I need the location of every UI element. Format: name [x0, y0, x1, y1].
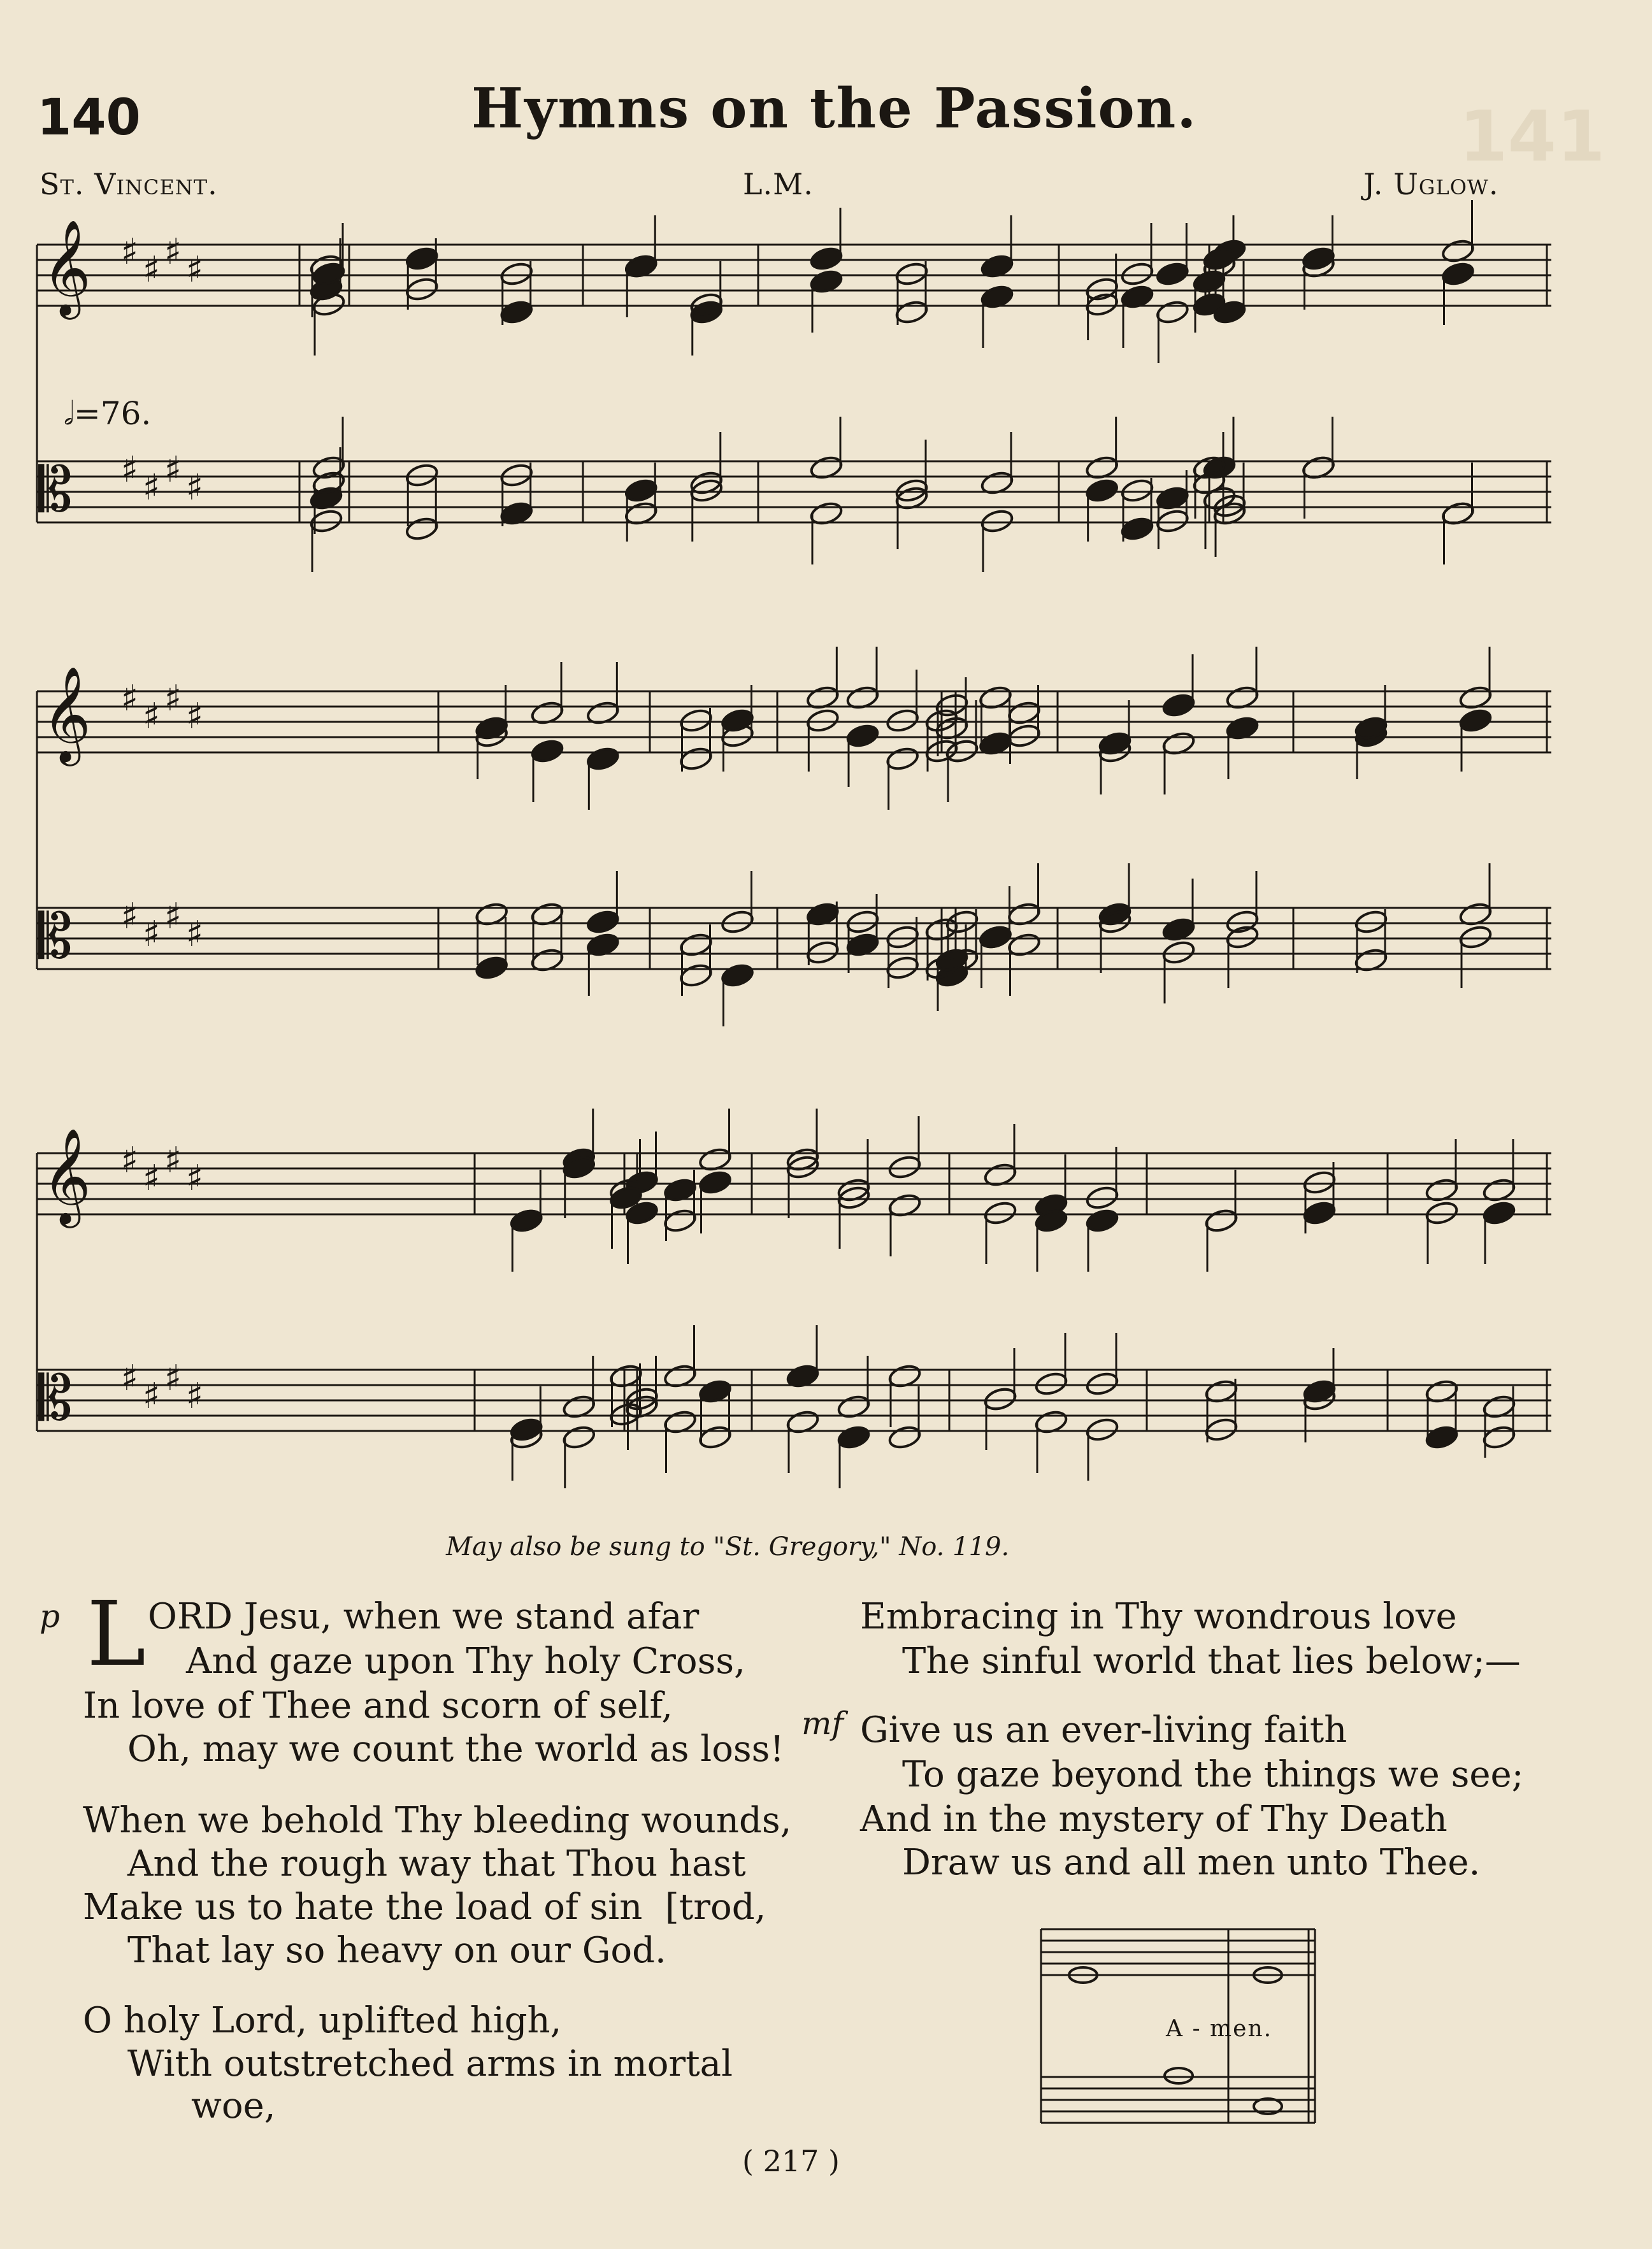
note-head: [1155, 508, 1189, 534]
bleed-through-number: 141: [1459, 96, 1605, 177]
verse-4-line-2: To gaze beyond the things we see;: [902, 1754, 1524, 1795]
verse-1-line-2: And gaze upon Thy holy Cross,: [186, 1641, 745, 1682]
note-head: [886, 924, 920, 950]
composer: J. Uglow.: [1363, 167, 1499, 201]
note-head: [887, 1154, 922, 1180]
sharp-icon: ♯: [143, 696, 161, 737]
sharp-icon: ♯: [186, 1158, 204, 1199]
note-head: [405, 245, 439, 271]
note-head: [1425, 1200, 1459, 1226]
sharp-icon: ♯: [186, 914, 204, 955]
note-head: [945, 909, 979, 935]
note-head: [1085, 291, 1119, 317]
note-head: [679, 745, 713, 772]
verse-2-line-4: That lay so heavy on our God.: [127, 1930, 666, 1971]
note-head: [1161, 692, 1196, 718]
sharp-icon: ♯: [164, 678, 182, 719]
hymn-number: 140: [37, 89, 141, 147]
note-head: [698, 1424, 732, 1450]
note-head: [475, 954, 509, 981]
note-head: [935, 692, 969, 718]
drop-cap: L: [87, 1583, 146, 1686]
verse-1-line-1: ORD Jesu, when we stand afar: [148, 1596, 700, 1637]
note-head: [886, 954, 920, 981]
note-head: [530, 738, 564, 764]
sharp-icon: ♯: [186, 1376, 204, 1417]
note-head: [983, 1200, 1017, 1226]
verse-2-line-1: When we behold Thy bleeding wounds,: [83, 1800, 792, 1841]
c-clef-icon: 𝄡: [38, 901, 73, 972]
verse-2-line-2: And the rough way that Thou hast: [127, 1843, 746, 1885]
note-head: [1354, 909, 1388, 935]
sharp-icon: ♯: [164, 1140, 182, 1181]
c-clef-icon: 𝄡: [38, 1363, 73, 1434]
note-head: [720, 909, 754, 935]
note-head: [1204, 1416, 1239, 1442]
note-head: [1120, 261, 1154, 287]
sharp-icon: ♯: [121, 896, 139, 937]
dynamic-mf: mf: [801, 1705, 844, 1742]
verse-3-line-2: With outstretched arms in mortal: [127, 2043, 733, 2085]
sharp-icon: ♯: [164, 231, 182, 273]
sharp-icon: ♯: [143, 914, 161, 955]
sharp-icon: ♯: [186, 467, 204, 508]
note-head: [663, 1207, 697, 1233]
note-head: [1225, 924, 1260, 950]
amen-note-head: [1165, 2068, 1193, 2083]
note-head: [887, 1424, 922, 1450]
meter: L.M.: [743, 167, 814, 201]
note-head: [805, 707, 840, 733]
note-head: [1085, 1207, 1119, 1233]
note-head: [720, 962, 754, 988]
verse-1-line-3: In love of Thee and scorn of self,: [83, 1685, 673, 1727]
sharp-icon: ♯: [164, 1358, 182, 1399]
note-head: [405, 515, 439, 542]
treble-clef-icon: 𝄞: [42, 219, 91, 315]
note-head: [509, 1207, 543, 1233]
note-head: [1085, 1370, 1119, 1397]
alternate-tune-note: May also be sung to "St. Gregory," No. 119.: [446, 1532, 1010, 1562]
note-head: [585, 745, 620, 772]
sharp-icon: ♯: [121, 678, 139, 719]
note-head: [837, 1424, 871, 1450]
verse-3-line-1: O holy Lord, uplifted high,: [83, 2000, 562, 2041]
note-head: [1085, 276, 1119, 302]
note-head: [720, 707, 754, 733]
note-head: [805, 939, 840, 965]
note-head: [1440, 261, 1475, 287]
note-head: [679, 707, 713, 733]
note-head: [1155, 261, 1189, 287]
sharp-icon: ♯: [186, 249, 204, 291]
c-clef-icon: 𝄡: [38, 454, 73, 526]
note-head: [499, 462, 534, 488]
note-head: [562, 1424, 596, 1450]
verse-1-line-4: Oh, may we count the world as loss!: [127, 1728, 784, 1770]
verse-3-line-4: Embracing in Thy wondrous love: [860, 1596, 1457, 1637]
note-head: [809, 245, 844, 271]
verse-2-line-3: Make us to hate the load of sin [trod,: [83, 1886, 766, 1928]
sharp-icon: ♯: [143, 249, 161, 291]
note-head: [886, 745, 920, 772]
note-head: [1120, 515, 1154, 542]
note-head: [980, 508, 1014, 534]
treble-clef-icon: 𝄞: [42, 665, 91, 762]
tune-name: St. Vincent.: [40, 167, 218, 201]
amen-label: A - men.: [1166, 2016, 1273, 2042]
note-head: [983, 1386, 1017, 1412]
note-head: [1155, 299, 1189, 325]
sharp-icon: ♯: [143, 1376, 161, 1417]
note-head: [1204, 1207, 1239, 1233]
note-head: [1482, 1424, 1516, 1450]
note-head: [499, 299, 534, 325]
note-head: [1085, 477, 1119, 503]
tempo-marking: 𝅗𝅥=76.: [64, 395, 152, 432]
verse-3-line-5: The sinful world that lies below;—: [902, 1641, 1521, 1682]
note-head: [1085, 1416, 1119, 1442]
note-head: [1225, 909, 1260, 935]
note-head: [608, 1401, 643, 1427]
page-number: ( 217 ): [742, 2144, 840, 2178]
verse-4-line-3: And in the mystery of Thy Death: [860, 1799, 1447, 1840]
sharp-icon: ♯: [121, 1140, 139, 1181]
note-head: [1034, 1370, 1068, 1397]
note-head: [1007, 722, 1041, 749]
note-head: [1085, 1184, 1119, 1211]
verse-4-line-4: Draw us and all men unto Thee.: [902, 1842, 1481, 1883]
note-head: [1425, 1424, 1459, 1450]
half-note-icon: 𝅗𝅥: [64, 395, 74, 432]
sharp-icon: ♯: [186, 696, 204, 737]
note-head: [1302, 1200, 1337, 1226]
sharp-icon: ♯: [164, 896, 182, 937]
sharp-icon: ♯: [121, 1358, 139, 1399]
note-head: [624, 477, 658, 503]
note-head: [886, 707, 920, 733]
note-head: [894, 261, 929, 287]
note-head: [1458, 924, 1493, 950]
note-head: [894, 299, 929, 325]
note-head: [1482, 1200, 1516, 1226]
sharp-icon: ♯: [121, 231, 139, 273]
treble-clef-icon: 𝄞: [42, 1127, 91, 1224]
note-head: [405, 462, 439, 488]
note-head: [698, 1169, 732, 1195]
note-head: [679, 962, 713, 988]
note-head: [1302, 1169, 1337, 1195]
note-head: [405, 276, 439, 302]
note-head: [1161, 939, 1196, 965]
verse-3-line-3: woe,: [191, 2085, 276, 2127]
sharp-icon: ♯: [164, 449, 182, 491]
note-head: [585, 909, 620, 935]
sharp-icon: ♯: [143, 1158, 161, 1199]
verse-4-line-1: Give us an ever-living faith: [860, 1709, 1347, 1751]
note-head: [1458, 707, 1493, 733]
note-head: [499, 261, 534, 287]
page-title: Hymns on the Passion.: [471, 76, 1198, 141]
dynamic-p: p: [40, 1598, 61, 1635]
sharp-icon: ♯: [121, 449, 139, 491]
note-head: [845, 722, 880, 749]
sharp-icon: ♯: [143, 467, 161, 508]
note-head: [1120, 477, 1154, 503]
note-head: [845, 909, 880, 935]
